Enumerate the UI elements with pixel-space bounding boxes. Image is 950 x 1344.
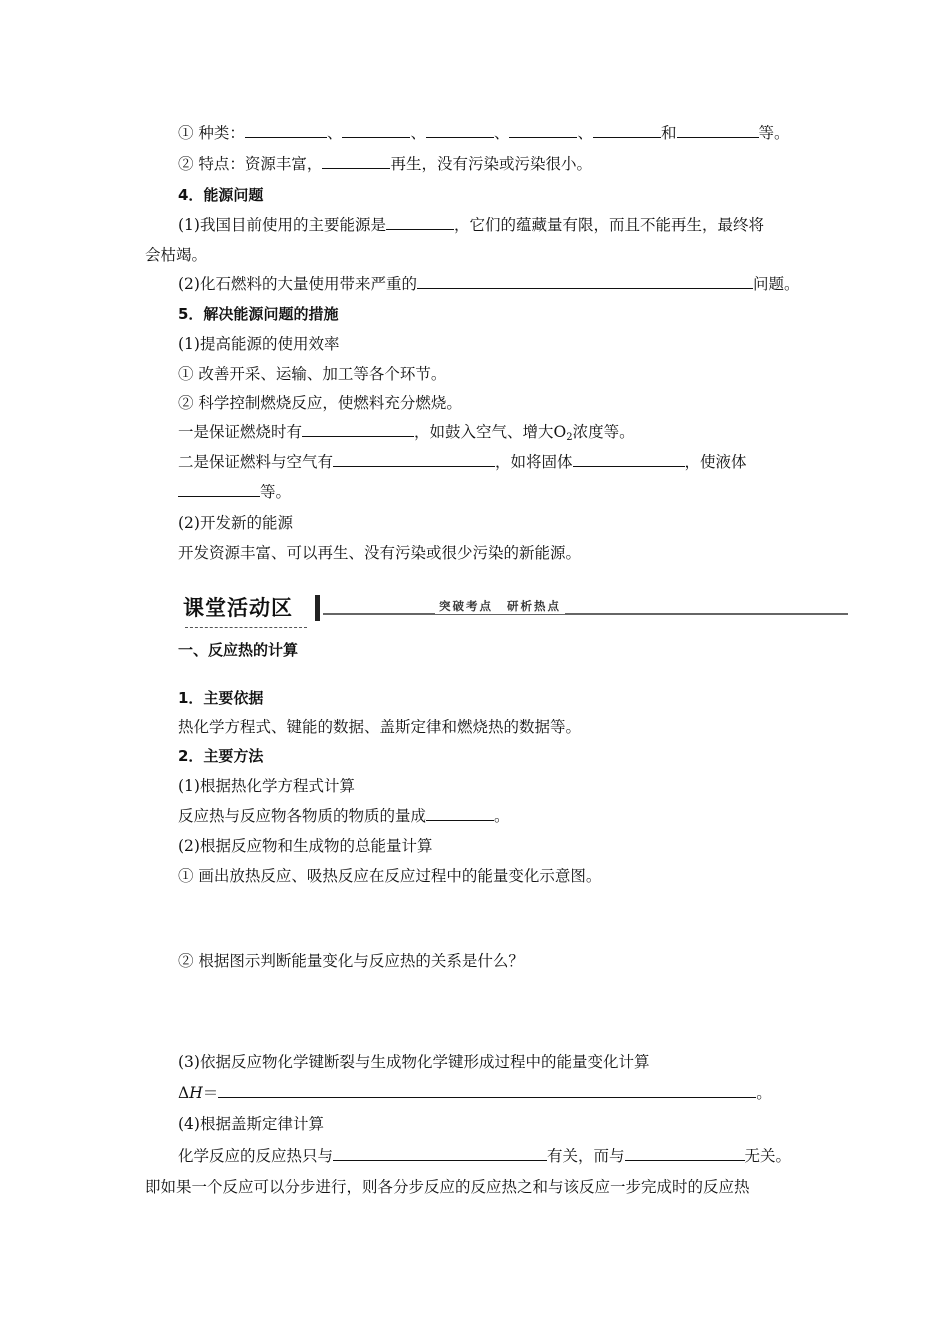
energy-issue-1-text-2: ，它们的蕴藏量有限，而且不能再生，最终将 [453, 216, 764, 234]
main-energy-blank[interactable] [386, 215, 454, 230]
method-2: (2)根据反应物和生成物的总能量计算 [178, 837, 433, 855]
item-4-text-3: ，使液体 [684, 453, 747, 471]
delta-symbol: Δ [178, 1084, 190, 1102]
kinds-blank-4[interactable] [509, 123, 577, 138]
kinds-blank-6[interactable] [677, 123, 759, 138]
hess-cont: 即如果一个反应可以分步进行，则各分步反应的反应热之和与该反应一步完成时的反应热 [145, 1178, 750, 1196]
o2-subscript: 2 [566, 432, 573, 443]
kinds-blank-1[interactable] [245, 123, 327, 138]
banner-subtitle [435, 598, 565, 614]
separator: 、 [410, 124, 426, 142]
separator: 、 [326, 124, 343, 142]
solution-1-item-1: ① 改善开采、运输、加工等各个环节。 [178, 365, 447, 383]
energy-issue-2-text: (2)化石燃料的大量使用带来严重的 [178, 275, 417, 293]
item-3-text-3: 浓度等。 [572, 423, 635, 441]
method-1: (1)根据热化学方程式计算 [178, 777, 355, 795]
banner-bar [315, 595, 320, 621]
h-symbol: H [189, 1084, 203, 1102]
solution-2-text: 开发资源丰富、可以再生、没有污染或很少污染的新能源。 [178, 544, 582, 562]
features-blank[interactable] [322, 154, 390, 169]
basis-text: 热化学方程式、键能的数据、盖斯定律和燃烧热的数据等。 [178, 718, 582, 736]
banner-rule [323, 613, 848, 615]
solution-1-item-3 [178, 422, 635, 442]
item-4-text: 二是保证燃料与空气有 [178, 453, 334, 471]
solution-1: (1)提高能源的使用效率 [178, 335, 340, 353]
features-label: ② 特点：资源丰富， [178, 155, 323, 173]
solid-blank[interactable] [573, 452, 685, 467]
energy-issue-1 [178, 215, 764, 235]
method-1-text-a: 反应热与反应物各物质的物质的量成 [178, 807, 427, 825]
pollution-blank[interactable] [417, 274, 753, 289]
and-word: 和 [661, 124, 677, 142]
solution-2: (2)开发新的能源 [178, 514, 293, 532]
delta-h-line [178, 1083, 772, 1103]
banner-sub-1: 突破考点 [439, 599, 493, 613]
energy-issue-1-text: (1)我国目前使用的主要能源是 [178, 216, 386, 234]
method-2-item-1: ① 画出放热反应、吸热反应在反应过程中的能量变化示意图。 [178, 867, 602, 885]
item-4-text-2: ，如将固体 [495, 453, 573, 471]
kinds-label: ① 种类： [178, 124, 245, 142]
delta-h-end: 。 [756, 1084, 772, 1102]
kinds-line [178, 123, 790, 143]
features-line [178, 154, 592, 174]
method-3: (3)依据反应物化学键断裂与生成物化学键形成过程中的能量变化计算 [178, 1053, 650, 1071]
section-heading: 一、反应热的计算 [178, 641, 299, 659]
method-1-end: 。 [494, 807, 510, 825]
separator: 、 [493, 124, 510, 142]
separator: 、 [577, 124, 593, 142]
item-4-end: 等。 [260, 483, 292, 501]
banner-title: 课堂活动区 [183, 594, 313, 624]
section-banner [183, 594, 848, 628]
enough-air-blank[interactable] [302, 422, 414, 437]
kinds-blank-2[interactable] [342, 123, 410, 138]
method-4: (4)根据盖斯定律计算 [178, 1115, 324, 1133]
contact-area-blank[interactable] [333, 452, 495, 467]
method-1-text [178, 806, 510, 826]
heading-methods: 2．主要方法 [178, 747, 264, 765]
kinds-end: 等。 [758, 124, 790, 142]
hess-path-blank[interactable] [625, 1146, 745, 1161]
banner-sub-2: 研析热点 [507, 599, 561, 613]
item-3-text-2: ，如鼓入空气、增大O [414, 423, 567, 441]
solution-1-item-4 [178, 452, 747, 472]
features-text: 再生，没有污染或污染很小。 [390, 155, 592, 173]
kinds-blank-3[interactable] [426, 123, 494, 138]
energy-issue-2-end: 问题。 [752, 275, 800, 293]
kinds-blank-5[interactable] [593, 123, 661, 138]
hess-text-b: 有关，而与 [547, 1147, 625, 1165]
equals-sign: ＝ [202, 1084, 219, 1102]
energy-issue-1-cont: 会枯竭。 [145, 246, 208, 264]
hess-state-blank[interactable] [333, 1146, 547, 1161]
proportional-blank[interactable] [426, 806, 494, 821]
liquid-blank[interactable] [178, 482, 260, 497]
hess-text-c: 无关。 [744, 1147, 792, 1165]
heading-basis: 1．主要依据 [178, 689, 264, 707]
delta-h-blank[interactable] [218, 1083, 756, 1098]
solution-1-item-4-cont [178, 482, 291, 502]
solution-1-item-2: ② 科学控制燃烧反应，使燃料充分燃烧。 [178, 394, 462, 412]
hess-text-a: 化学反应的反应热只与 [178, 1147, 334, 1165]
energy-issue-2 [178, 274, 799, 294]
item-3-text: 一是保证燃烧时有 [178, 423, 303, 441]
heading-energy-issues: 4．能源问题 [178, 186, 264, 204]
method-2-item-2: ② 根据图示判断能量变化与反应热的关系是什么？ [178, 952, 524, 970]
heading-solutions: 5．解决能源问题的措施 [178, 305, 339, 323]
hess-line [178, 1146, 791, 1166]
